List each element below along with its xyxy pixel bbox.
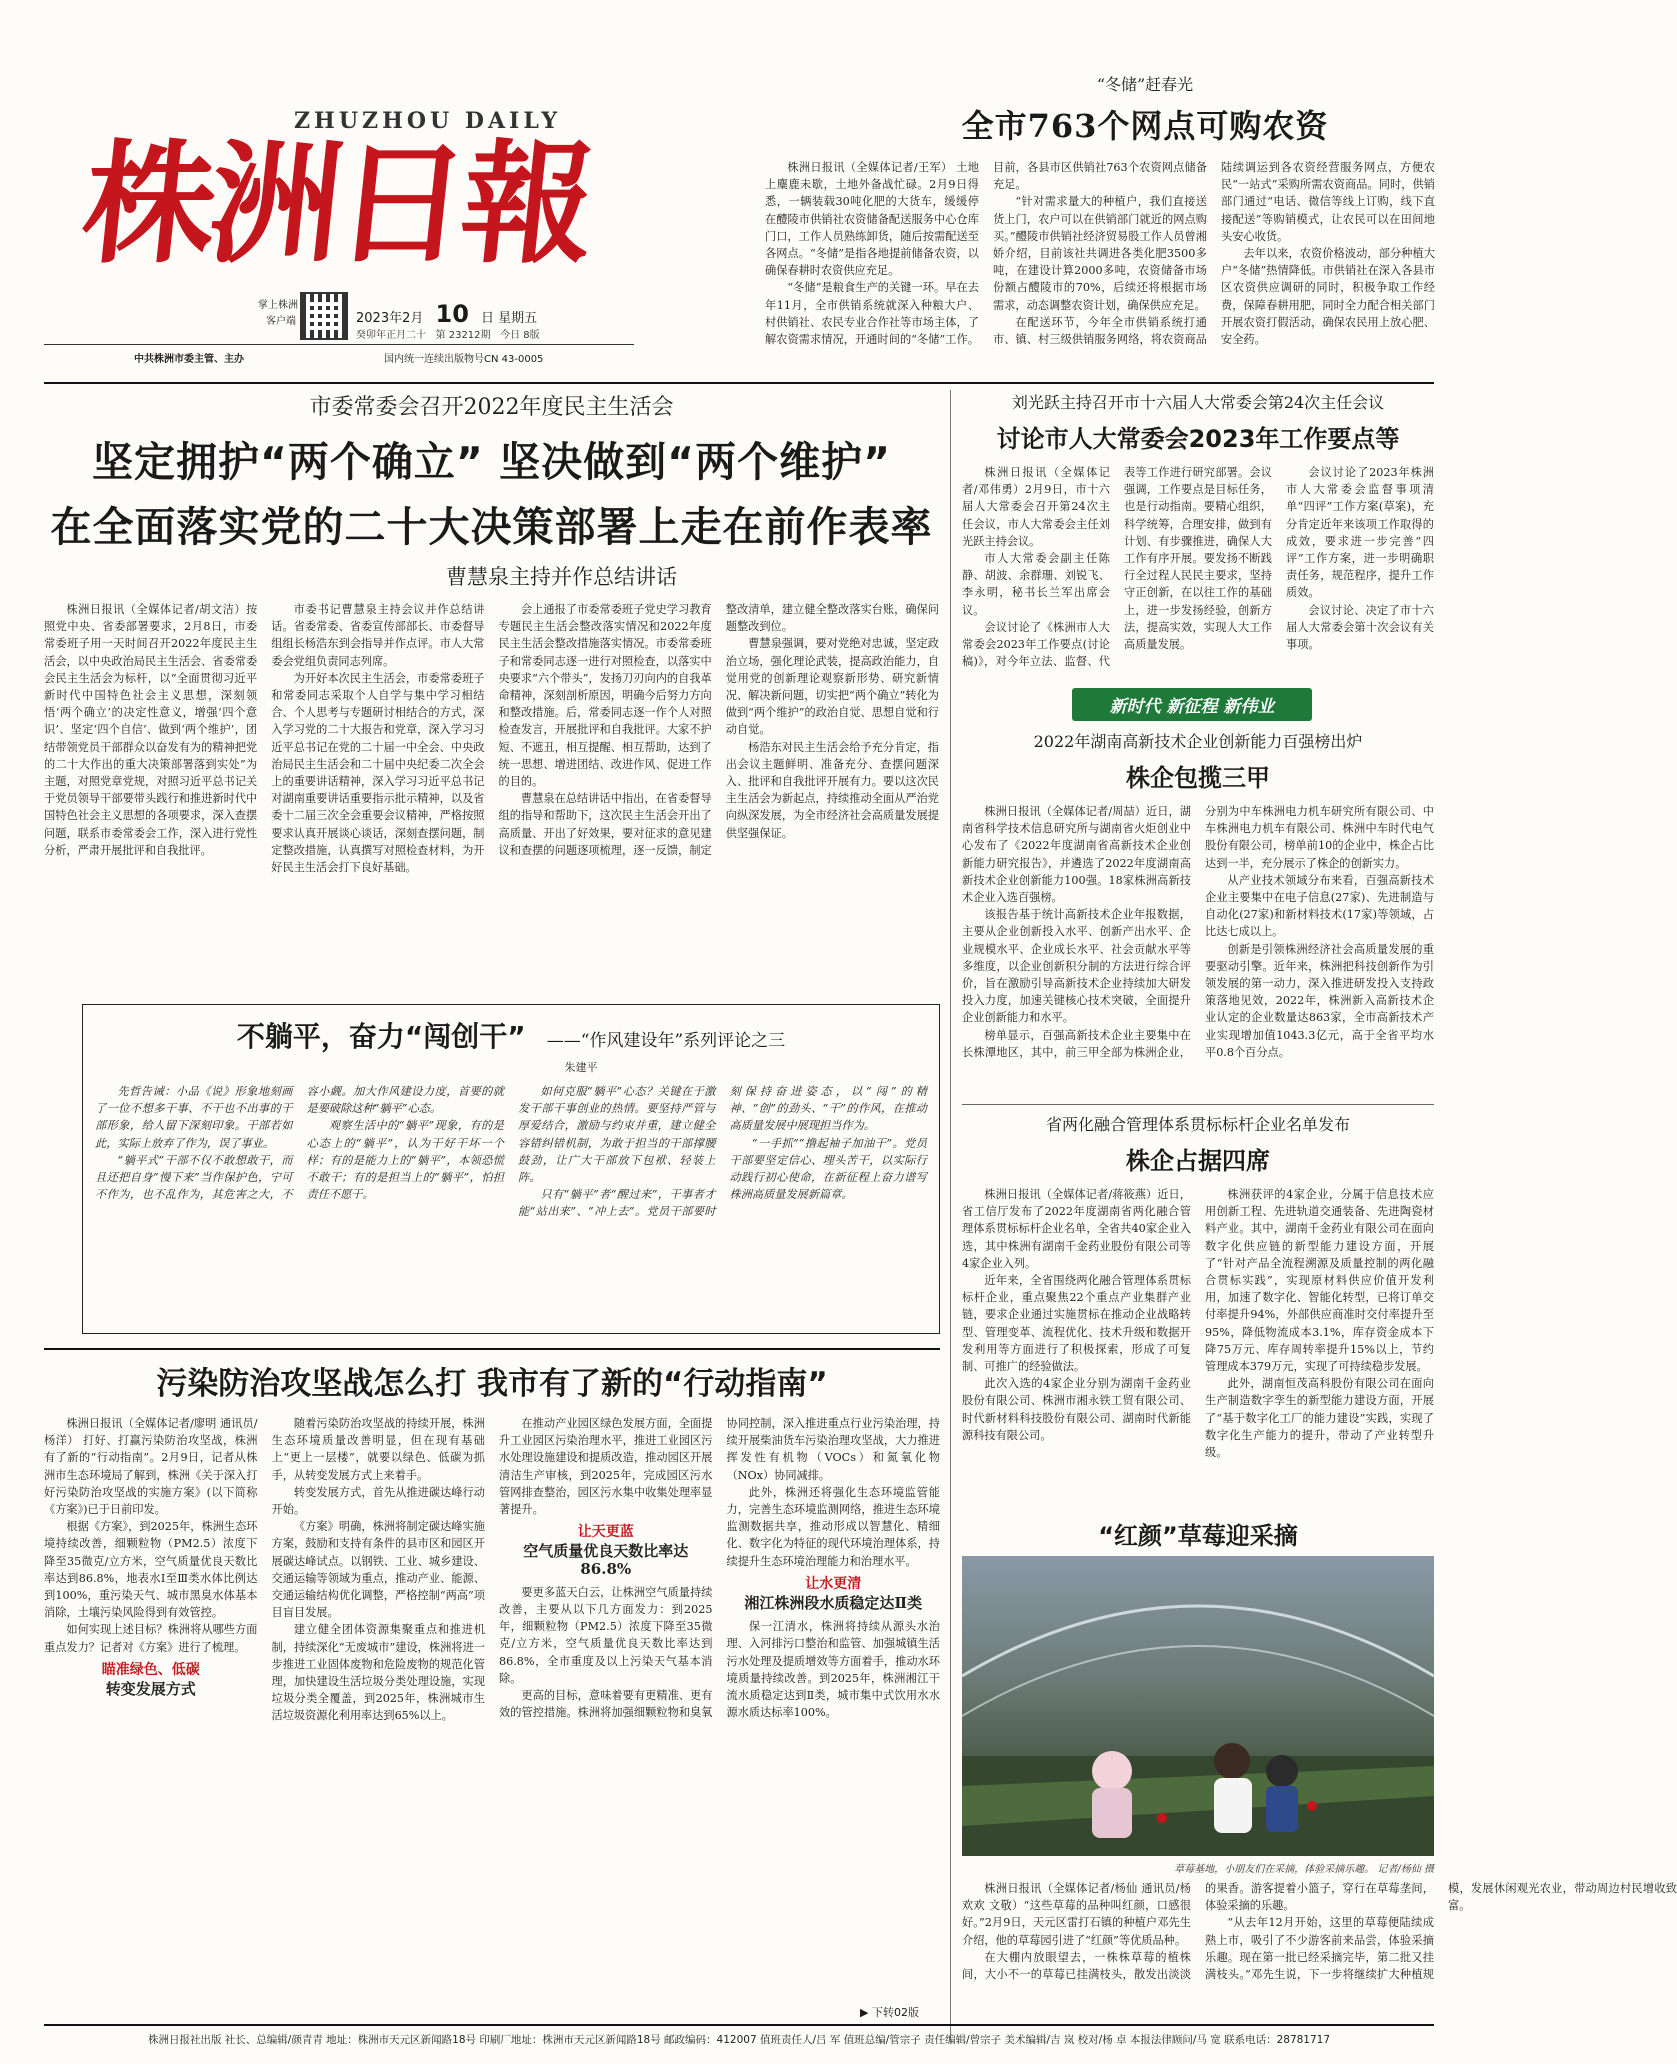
zhuqi-article (962, 688, 1434, 1098)
shenghuo-p: 市委书记曹慧泉主持会议并作总结讲话。省委常委、省委宣传部部长、市委督导组组长杨浩东到会指导并作点评。市人大常委会党组负责同志列席。 (271, 603, 485, 668)
shenghuo-headline-1: 坚定拥护“两个确立” 坚决做到“两个维护” (91, 438, 892, 486)
nongzi-headline: 全市763个网点可购农资 (961, 107, 1329, 145)
wuran-headline: 污染防治攻坚战怎么打 我市有了新的“行动指南” (156, 1366, 828, 1402)
shenghuo-p: 曹慧泉强调，要对党绝对忠诚，坚定政治立场，强化理论武装，提高政治能力，自觉用党的创新理论观察新形势、研究新情况、解决新问题，切实把“两个确立”转化为做到“两个维护”的政治自觉、思想自觉和行动自觉。 (725, 637, 939, 737)
issue-number: 第 23212期 (435, 330, 491, 341)
footer-imprint: 株洲日报社出版 社长、总编辑/颜青青 地址：株洲市天元区新闻路18号 印刷厂地址：株洲市天元区新闻路18号 邮政编码：412007 值班责任人/吕 军 值班总编/管宗子 责任编辑/曾宗子 美术编辑/吉 岚 校对/杨 卓 本报法律顾问/马 宽 联系电话：28781717 (147, 2034, 1331, 2046)
renda-p: 市人大常委会副主任陈静、胡波、余群珊、刘锐飞、李永明，秘书长兰军出席会议。 (962, 552, 1110, 617)
renda-p: 株洲日报讯（全媒体记者/邓伟勇）2月9日，市十六届人大常委会召开第24次主任会议，市人大常委会主任刘光跃主持会议。 (962, 466, 1110, 548)
zhuqi-p: 榜单显示，百强高新技术企业主要集中在长株潭地区，其中，前三甲全部为株洲企业，分别为中车株洲电力机车研究所有限公司、中车株洲电力机车有限公司、株洲中车时代电气股份有限公司，榜单前10的企业中，株企占比达到一半，充分展示了株企的创新实力。 (962, 805, 1434, 1059)
nongzi-p: “针对需求量大的种植户，我们直接送货上门，农户可以在供销部门就近的网点购买。”醴陵市供销社经济贸易股工作人员曾湘娇介绍，目前该社共调进各类化肥3500多吨，在建设计算2000多吨，农资储备市场份额占醴陵市的70%，后续还将根据市场需求，动态调整农资计划，确保供应充足。 (993, 195, 1207, 312)
wuran-p: 根据《方案》，到2025年，株洲生态环境持续改善，细颗粒物（PM2.5）浓度下降至35微克/立方米，空气质量优良天数比率达到86.8%，地表水Ⅰ至Ⅲ类水体比例达到100%，重污染天气、城市黑臭水体基本消除，土壤污染风险得到有效管控。 (44, 1520, 258, 1620)
wuran-p: 株洲日报讯（全媒体记者/廖明 通讯员/杨洋） 打好、打赢污染防治攻坚战，株洲有了新的“行动指南”。2月9日，记者从株洲市生态环境局了解到，株洲《关于深入打好污染防治攻坚战的实施方案》(以下简称《方案》)已于日前印发。 (44, 1417, 258, 1517)
shenghuo-p: 株洲日报讯（全媒体记者/胡文洁）按照党中央、省委部署要求，2月8日，市委常委班子用一天时间召开2022年度民主生活会，以中央政治局民主生活会、省委常委会民主生活会为标杆，以“全面贯彻习近平新时代中国特色社会主义思想，深刻领悟‘两个确立’的决定性意义，增强‘四个意识’、坚定‘四个自信’、做到‘两个维护’，团结带领党员干部群众以奋发有为的精神把党的二十大作出的重大决策部署落到实处”为主题，对照党章党规，对照习近平总书记关于党员领导干部要带头践行和推进新时代中国特色社会主义思想的各项要求，深入查摆问题，联系市委常委会工作，深入进行党性分析，严肃开展批评和自我批评。 (44, 603, 258, 857)
wuran-sub3-title: 湘江株洲段水质稳定达Ⅱ类 (744, 1594, 923, 1613)
greenhouse-illustration (962, 1556, 1434, 1856)
zhuqi-p: 创新是引领株洲经济社会高质量发展的重要驱动引擎。近年来，株洲把科技创新作为引领发展的第一动力，深入推进研发投入支持政策落地见效，2022年，株洲新入高新技术企业认定的企业数量达863家，全市高新技术产业实现增加值1043.3亿元，高于全省平均水平0.8个百分点。 (1205, 942, 1434, 1059)
caomei-article (962, 1516, 1677, 2018)
nongzi-p: “冬储”是粮食生产的关键一环。早在去年11月，全市供销系统就深入种粮大户、村供销社、农民专业合作社等市场主体，了解农资需求情况，开通时间的“冬储”工作。目前，各县市区供销社763个农资网点储备充足。 (765, 161, 1207, 347)
issue-meta (356, 326, 540, 341)
strawberry-photo (962, 1556, 1434, 1856)
date-day: 10 (435, 300, 469, 328)
photo-caption: 草莓基地，小朋友们在采摘，体验采摘乐趣。 记者/杨仙 摄 (1174, 1864, 1434, 1875)
tixi-p: 近年来，全省围绕两化融合管理体系贯标标杆企业，重点聚焦22个重点产业集群产业链，要求企业通过实施贯标在推动企业战略转型、管理变革、流程优化、技术升级和数据开发利用等方面进行了积极探索，形成了可复制、可推广的经验做法。 (962, 1274, 1191, 1374)
pinglun-author: 朱建平 (564, 1061, 598, 1074)
qr-label-2: 客户端 (266, 316, 296, 327)
pinglun-p: 只有“躺平”者“醒过来”，干事者才能“站出来”、“冲上去”。党员干部要时刻保持奋进姿态，以“闯”的精神、“创”的劲头、“干”的作风，在推动高质量发展中展现担当作为。 (518, 1085, 927, 1219)
pinglun-box (82, 1004, 940, 1334)
wuran-sub3-label: 让水更清 (805, 1575, 862, 1592)
zhuqi-p: 株洲日报讯（全媒体记者/周喆）近日，湖南省科学技术信息研究所与湖南省火炬创业中心发布了《2022年度湖南省高新技术企业创新能力研究报告》，并遴选了2022年度湖南高新技术企业创新能力100强。18家株洲高新技术企业入选百强榜。 (962, 805, 1191, 905)
renda-body (962, 464, 1434, 688)
pinglun-p: “一手抓”“撸起袖子加油干”。党员干部要坚定信心、埋头苦干，以实际行动践行初心使命，在新征程上奋力谱写株洲高质量发展新篇章。 (729, 1136, 927, 1202)
pinglun-p: 先哲告诫：小品《说》形象地刻画了一位不想多干事、不干也不出事的干部形象，给人留下深刻印象。干部若如此，实际上放弃了作为，误了事业。 (95, 1085, 293, 1150)
wuran-p: 如何实现上述目标？株洲将从哪些方面重点发力？记者对《方案》进行了梳理。 (44, 1623, 258, 1654)
wuran-p: 更高的目标，意味着要有更精准、更有效的管控措施。株洲将加强细颗粒物和臭氧协同控制，深入推进重点行业污染治理，持续开展柴油货车污染治理攻坚战，大力推进挥发性有机物（VOCs）和氮氧化物（NOx）协同减排。 (499, 1417, 940, 1720)
renda-p: 会议讨论了2023年株洲市人大常委会监督事项清单“四评”工作方案(草案)，充分肯定近年来该项工作取得的成效，要求进一步完善“四评”工作方案，进一步明确职责任务，规范程序，提升工作质效。 (1286, 466, 1434, 600)
pinglun-title-row (95, 1015, 927, 1055)
masthead (44, 60, 634, 370)
arrow-right-icon: ▶ (860, 2006, 869, 2019)
cn-number: 国内统一连续出版物号CN 43-0005 (384, 354, 544, 365)
caomei-headline: “红颜”草莓迎采摘 (1098, 1522, 1298, 1550)
nongzi-kicker: “冬储”赶春光 (1096, 75, 1194, 94)
zhuqi-kicker: 2022年湖南高新技术企业创新能力百强榜出炉 (1033, 732, 1363, 751)
tixi-article (962, 1112, 1434, 1507)
wuran-sub2-title: 空气质量优良天数比率达86.8% (523, 1542, 689, 1578)
caomei-p: “从去年12月开始，这里的草莓便陆续成熟上市，吸引了不少游客前来品尝，体验采摘乐趣。现在第一批已经采摘完毕，第二批又挂满枝头。”邓先生说，下一步将继续扩大种植规模，发展休闲观光农业，带动周边村民增收致富。 (1205, 1882, 1677, 1982)
wuran-body (44, 1415, 940, 2005)
pinglun-p: “躺平式”干部不仅不敢想敢干，而且还把自身“慢下来”当作保护色，宁可不作为，也不乱作为，其危害之大，不容小觑。加大作风建设力度，首要的就是要破除这种“躺平”心态。 (95, 1085, 504, 1202)
page-count: 今日 8版 (500, 330, 540, 341)
renda-kicker: 刘光跃主持召开市十六届人大常委会第24次主任会议 (1011, 393, 1385, 412)
nongzi-p: 去年以来，农资价格波动，部分种植大户“冬储”热情降低。市供销社在深入各县市区农资供应调研的同时，积极争取工作经费，保障春耕用肥，同时全力配合相关部门开展农资打假活动，确保农民用上放心肥、安全药。 (1221, 247, 1435, 347)
tixi-kicker: 省两化融合管理体系贯标标杆企业名单发布 (1045, 1115, 1350, 1134)
nongzi-p: 株洲日报讯（全媒体记者/王军） 土地上麋鹿未歇，土地外备战忙碌。2月9日得悉，一辆装载30吨化肥的大货车，缓缓停在醴陵市供销社农资储备配送服务中心仓库门口，工作人员熟练卸货，随后按需配送至各网点。“冬储”是指各地提前储备农资，以确保春耕时农资供应充足。 (765, 161, 979, 278)
tixi-body (962, 1186, 1434, 1516)
wuran-p: 保一江清水，株洲将持续从源头水治理、入河排污口整治和监管、加强城镇生活污水处理及提质增效等方面着手，推动水环境质量持续改善。到2025年，株洲湘江干流水质稳定达到Ⅱ类，城市集中式饮用水水源水质达标率100%。 (726, 1620, 940, 1720)
wuran-p: 转变发展方式，首先从推进碳达峰行动开始。 (271, 1485, 485, 1517)
wuran-p: 在推动产业园区绿色发展方面，全面提升工业园区污染治理水平，推进工业园区污水处理设施建设和提质改造，推动园区开展清洁生产审核，到2025年，完成园区污水管网排查整治，园区污水集中收集处理率显著提升。 (499, 1417, 713, 1517)
zhuqi-body (962, 803, 1434, 1113)
series-tag: 新时代 新征程 新伟业 (1072, 688, 1312, 721)
shenghuo-p: 杨浩东对民主生活会给予充分肯定，指出会议主题鲜明、准备充分、查摆问题深入、批评和自我批评开展有力。要以这次民主生活会为新起点，持续推动全面从严治党向纵深发展，为全市经济社会高质量发展提供坚强保证。 (725, 740, 939, 840)
tixi-p: 株洲日报讯（全媒体记者/蒋筱燕）近日，省工信厅发布了2022年度湖南省两化融合管理体系贯标标杆企业名单，全省共40家企业入选，其中株洲有湖南千金药业股份有限公司等4家企业入列。 (962, 1188, 1191, 1270)
date-suffix: 日 星期五 (481, 311, 538, 326)
zhuqi-p: 该报告基于统计高新技术企业年报数据，主要从企业创新投入水平、创新产出水平、企业规模水平、企业成长水平、社会贡献水平等多维度，以企业创新积分制的方法进行综合评价，旨在激励引导高新技术企业持续加大研发投入力度，加速关键核心技术突破，全面提升企业创新能力和水平。 (962, 908, 1191, 1025)
wuran-sub1-label: 瞄准绿色、低碳 (101, 1661, 200, 1678)
wuran-sub2-label: 让天更蓝 (577, 1524, 634, 1541)
pinglun-headline: 不躺平，奋力“闯创干” (236, 1020, 526, 1053)
english-title: ZHUZHOU DAILY (294, 108, 562, 134)
shenghuo-p: 会上通报了市委常委班子党史学习教育专题民主生活会整改落实情况和2022年度民主生活会整改措施落实情况。市委常委班子和常委同志逐一进行对照检查，以落实中央要求“六个带头”，发扬刀刃向内的自我革命精神，深刻剖析原因，明确今后努力方向和整改措施。后，常委同志逐一作个人对照检查发言，开展批评和自我批评。大家不护短、不遮丑，相互提醒、相互帮助，达到了统一思想、增进团结、改进作风、促进工作的目的。 (498, 603, 712, 789)
nongzi-article (765, 72, 1435, 372)
renda-headline: 讨论市人大常委会2023年工作要点等 (996, 425, 1400, 453)
shenghuo-p: 为开好本次民主生活会，市委常委班子和常委同志采取个人自学与集中学习相结合、个人思考与专题研讨相结合的方式，深入学习党的二十大报告和党章，深入学习习近平总书记在党的二十届一中全会、中央政治局民主生活会和二十届中央纪委二次全会上的重要讲话精神，深入学习习近平总书记对湖南重要讲话重要指示批示精神，以及省委十二届三次全会重要会议精神，严格按照要求认真开展谈心谈话，深刻查摆问题，制定整改措施，认真撰写对照检查材料，为开好民主生活会打下良好基础。 (271, 671, 485, 875)
page-turn-label: 下转02版 (871, 2006, 919, 2019)
shenghuo-kicker: 市委常委会召开2022年度民主生活会 (309, 395, 674, 420)
tixi-p: 此次入选的4家企业分别为湖南千金药业股份有限公司、株洲市湘永铁工贸有限公司、时代新材料科技股份有限公司、湖南时代新能源科技有限公司。 (962, 1377, 1191, 1442)
page-turn-note[interactable] (860, 2004, 919, 2020)
sponsor-line: 中共株洲市委主管、主办 (134, 354, 244, 365)
zhuqi-headline: 株企包揽三甲 (1126, 764, 1270, 792)
zhuqi-p: 从产业技术领域分布来看，百强高新技术企业主要集中在电子信息(27家)、先进制造与自动化(27家)和新材料技术(17家)等领域，占比达七成以上。 (1205, 873, 1434, 939)
shenghuo-p: 曹慧泉在总结讲话中指出，在省委督导组的指导和帮助下，这次民主生活会开出了高质量、开出了好效果，要对征求的意见建议和查摆的问题逐项梳理，逐一反馈，制定整改清单，建立健全整改落实台账，确保问题整改到位。 (498, 603, 939, 857)
tixi-p: 株洲获评的4家企业，分属于信息技术应用创新工程、先进轨道交通装备、先进陶瓷材料产业。其中，湖南千金药业有限公司在面向数字化供应链的新型能力建设方面，开展了“针对产品全流程溯源及质量控制的两化融合贯标实践”，实现原材料供应价值开发利用，加速了数字化、智能化转型，已将订单交付率提升94%，外部供应商准时交付率提升至95%，降低物流成本3.1%，库存资金成本下降75万元、库存周转率提升15%以上，节约管理成本379万元，实现了可持续稳步发展。 (1205, 1188, 1434, 1374)
qr-code (300, 292, 348, 340)
renda-p: 会议讨论、决定了市十六届人大常委会第十次会议有关事项。 (1286, 603, 1434, 652)
wuran-p: 此外，株洲还将强化生态环境监管能力，完善生态环境监测网络，推进生态环境监测数据共享，推动形成以智慧化、精细化、数字化为特征的现代环境治理体系，持续提升生态环境治理能力和治理水平。 (726, 1485, 940, 1568)
wuran-p: 《方案》明确，株洲将制定碳达峰实施方案，鼓励和支持有条件的县市区和园区开展碳达峰试点。以钢铁、工业、城乡建设、交通运输等领域为重点，推动产业、能源、交通运输结构优化调整，严格控制“两高”项目盲目发展。 (271, 1520, 485, 1620)
nongzi-body (765, 159, 1435, 377)
nongzi-p: 在配送环节，今年全市供销系统打通市、镇、村三级供销服务网络，将农资商品陆续调运到各农资经营服务网点，方便农民“一站式”采购所需农资商品。同时，供销部门通过“电话、微信等线上订购，线下直接配送”等购销模式，让农民可以在田间地头安心收货。 (993, 161, 1435, 347)
date-prefix: 2023年2月 (356, 311, 424, 326)
pinglun-body (95, 1083, 927, 1315)
pinglun-p: 观察生活中的“躺平”现象，有的是心态上的“躺平”，认为干好干坏一个样；有的是能力上的“躺平”，本领恐慌不敢干；有的是担当上的“躺平”，怕担责任不愿干。 (306, 1119, 504, 1202)
caomei-p: 株洲日报讯（全媒体记者/杨仙 通讯员/杨欢欢 文敬）“这些草莓的品种叫红颜，口感很好。”2月9日，天元区雷打石镇的种植户邓先生介绍，他的草莓园引进了“红颜”等优质品种。 (962, 1882, 1191, 1947)
renda-p: 会议讨论了《株洲市人大常委会2023年工作要点(讨论稿)》，对今年立法、监督、代表等工作进行研究部署。会议强调，工作要点是目标任务，也是行动指南。要精心组织，科学统筹，合理安排，做到有计划、有步骤推进，确保人大工作有序开展。要发扬不断践行全过程人民民主要求，坚持守正创新，在以往工作的基础上，进一步发扬经验，创新方法，提高实效，实现人大工作高质量发展。 (962, 466, 1272, 669)
wuran-p: 要更多蓝天白云，让株洲空气质量持续改善，主要从以下几方面发力：到2025年，细颗粒物（PM2.5）浓度下降至35微克/立方米，空气质量优良天数比率达到86.8%，全市重度及以上污染天气基本消除。 (499, 1585, 713, 1685)
wuran-p: 建立健全团体资源集聚重点和推进机制，持续深化“无废城市”建设，株洲将进一步推进工业固体废物和危险废物的规范化管理，加快建设生活垃圾分类处理设施，实现垃圾分类全覆盖，到2025年，株洲城市生活垃圾资源化利用率达到65%以上。 (271, 1623, 485, 1723)
caomei-p: 在大棚内放眼望去，一株株草莓的植株间，大小不一的草莓已挂满枝头，散发出淡淡的果香。游客提着小篮子，穿行在草莓垄间，体验采摘的乐趣。 (962, 1882, 1434, 1982)
pinglun-series: ——“作风建设年”系列评论之三 (546, 1031, 786, 1051)
caomei-body (962, 1880, 1677, 2010)
newspaper-logo: 株洲日報 (75, 127, 597, 282)
pinglun-p: 如何克服“躺平”心态？关键在于激发干部干事创业的热情。要坚持严管与厚爱结合，激励与约束并重，建立健全容错纠错机制，为敢于担当的干部撑腰鼓劲，让广大干部放下包袱、轻装上阵。 (518, 1085, 716, 1185)
wuran-sub1-title: 转变发展方式 (105, 1680, 196, 1699)
wuran-p: 随着污染防治攻坚战的持续开展，株洲生态环境质量改善明显，但在现有基础上“更上一层楼”，就要以绿色、低碳为抓手，从转变发展方式上来着手。 (271, 1417, 485, 1482)
renda-article (962, 390, 1434, 680)
wuran-article (44, 1358, 940, 2018)
shenghuo-deck: 曹慧泉主持并作总结讲话 (446, 565, 677, 589)
tixi-headline: 株企占据四席 (1126, 1147, 1270, 1175)
tixi-p: 此外，湖南恒茂高科股份有限公司在面向生产制造数字孪生的新型能力建设方面，开展了“基于数字化工厂的能力建设”实践，实现了数字化生产能力的提升，带动了产业转型升级。 (1205, 1377, 1434, 1460)
qr-label-1: 掌上株洲 (258, 300, 298, 311)
shenghuo-headline-2: 在全面落实党的二十大决策部署上走在前作表率 (50, 503, 933, 551)
issue-date (356, 300, 537, 328)
lunar-date: 癸卯年正月二十 (356, 330, 426, 341)
